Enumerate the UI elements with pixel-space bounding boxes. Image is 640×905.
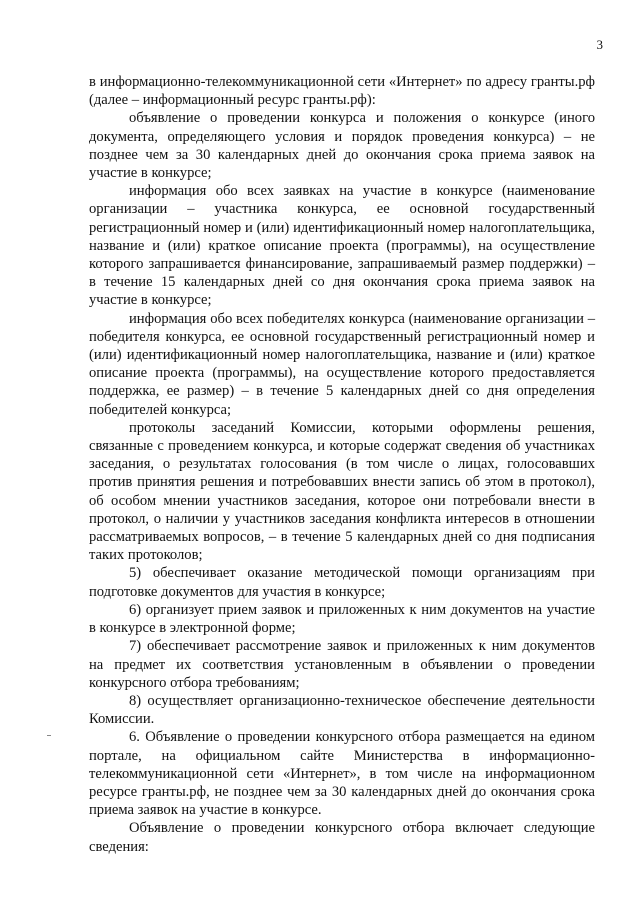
paragraph-winners-info: информация обо всех победителях конкурса (наименование организации – победителя конкурса, ее основной государственный регистрационный номер и (или) идентификационный номер налогоплательщика, название и (или) краткое описание проекта (программы), на осуществление которого предоставляется поддержка, ее размер) – в течение 5 календарных дней со дня определения победителей конкурса; xyxy=(89,310,595,418)
document-body xyxy=(89,73,595,856)
paragraph-announcement: объявление о проведении конкурса и положения о конкурсе (иного документа, определяющего условия и порядок проведения конкурса) – не позднее чем за 30 календарных дней до окончания срока приема заявок на участие в конкурсе; xyxy=(89,110,595,182)
paragraph-item-6: 6) организует прием заявок и приложенных к ним документов на участие в конкурсе в электронной форме; xyxy=(89,601,595,637)
paragraph-item-8: 8) осуществляет организационно-техническое обеспечение деятельности Комиссии. xyxy=(89,692,595,728)
paragraph-section-6: 6. Объявление о проведении конкурсного отбора размещается на едином портале, на официальном сайте Министерства в информационно-телекоммуникационной сети «Интернет», в том числе на информационном ресурсе гранты.рф, не позднее чем за 30 календарных дней до окончания срока приема заявок на участие в конкурсе. xyxy=(89,729,595,819)
paragraph-item-7: 7) обеспечивает рассмотрение заявок и приложенных к ним документов на предмет их соответствия установленным в объявлении о проведении конкурсного отбора требованиям; xyxy=(89,638,595,691)
paragraph-applications-info: информация обо всех заявках на участие в конкурсе (наименование организации – участника конкурса, ее основной государственный регистрационный номер и (или) идентификационный номер налогоплательщика, название и (или) краткое описание проекта (программы), на осуществление которого запрашивается финансирование, запрашиваемый размер поддержки) – в течение 15 календарных дней со дня окончания срока приема заявок на участие в конкурсе; xyxy=(89,183,595,309)
paragraph-announcement-contents: Объявление о проведении конкурсного отбора включает следующие сведения: xyxy=(89,820,595,855)
margin-mark xyxy=(47,735,51,736)
paragraph-intro: в информационно-телекоммуникационной сети «Интернет» по адресу гранты.рф (далее – информационный ресурс гранты.рф): xyxy=(89,74,595,109)
paragraph-item-5: 5) обеспечивает оказание методической помощи организациям при подготовке документов для участия в конкурсе; xyxy=(89,565,595,600)
paragraph-protocols: протоколы заседаний Комиссии, которыми оформлены решения, связанные с проведением конкурса, и которые содержат сведения об участниках заседания, о результатах голосования (в том числе о лицах, голосовавших против принятия решения и потребовавших внести запись об этом в протокол), об особом мнении участников заседания, которое они потребовали внести в протокол, о наличии у участников заседания конфликта интересов в отношении рассматриваемых вопросов, – в течение 5 календарных дней со дня подписания таких протоколов; xyxy=(89,419,595,564)
page-number: 3 xyxy=(596,37,603,52)
